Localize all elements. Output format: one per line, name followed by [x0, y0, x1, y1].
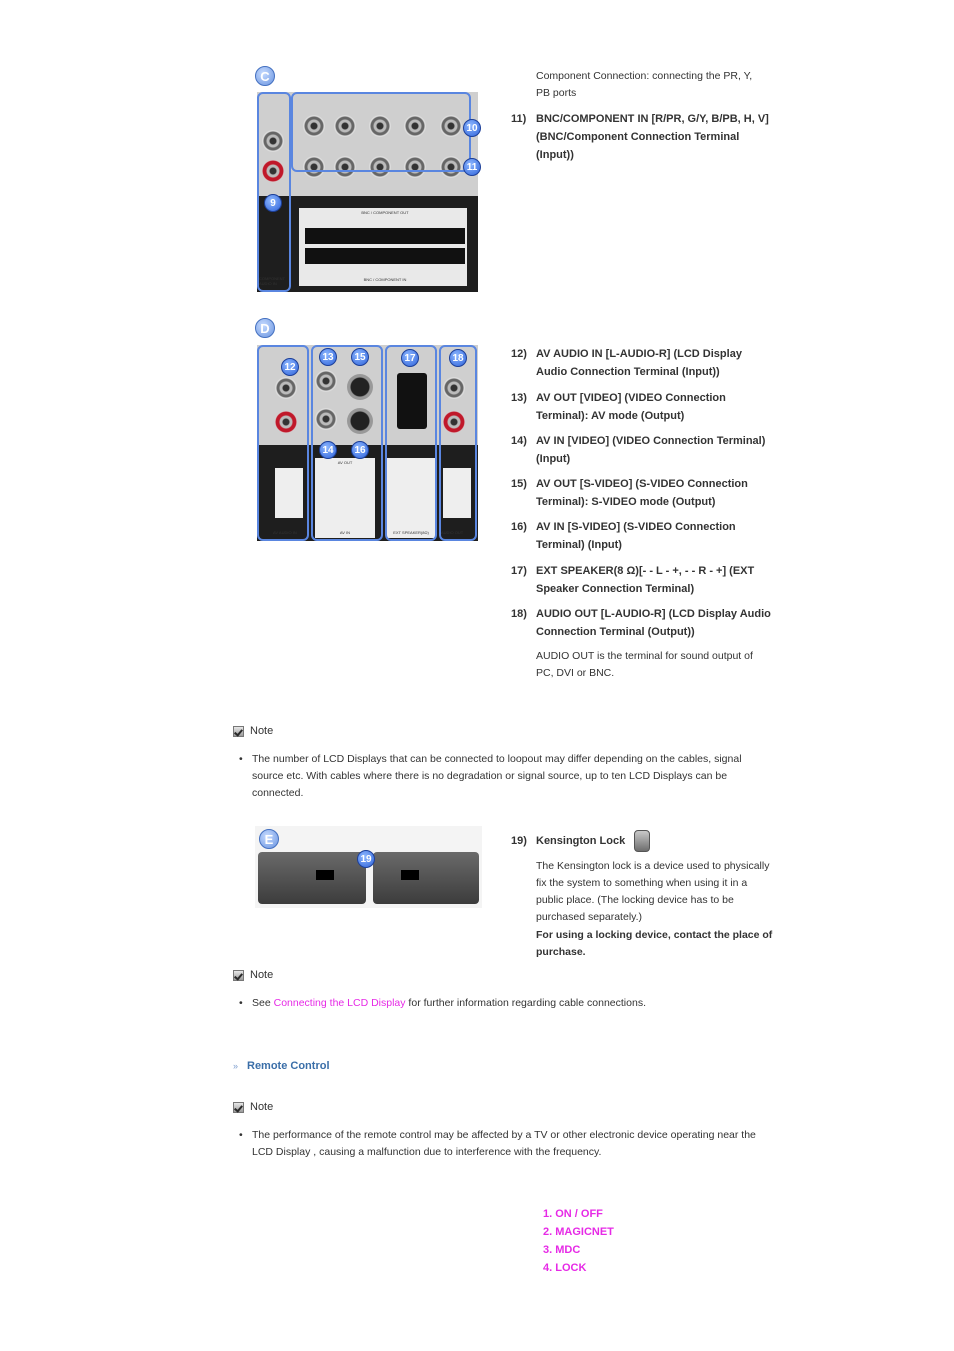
remote-item-lock[interactable]: 4. LOCK — [543, 1262, 587, 1274]
av-in-label: AV IN — [339, 530, 351, 535]
kensington-slot — [401, 870, 419, 880]
bnc-out-label: BNC / COMPONENT OUT — [361, 210, 409, 215]
badge-9: 9 — [264, 194, 282, 212]
section-c-image — [255, 64, 480, 294]
remote-item-magicnet[interactable]: 2. MAGICNET — [543, 1226, 614, 1238]
highlight-frame — [257, 345, 309, 541]
kensington-purchase-note: For using a locking device, contact the place of purchase. — [536, 929, 773, 958]
badge-17: 17 — [401, 349, 419, 367]
component-intro: Component Connection: connecting the PR, Y, PB ports — [536, 70, 753, 99]
badge-10: 10 — [463, 119, 481, 137]
remote-button-list — [543, 1205, 614, 1277]
connecting-lcd-link[interactable]: Connecting the LCD Display — [273, 997, 406, 1009]
chevron-right-icon: » — [233, 1061, 239, 1071]
component-audio-label: COMPONENT AUDIO IN — [259, 276, 285, 286]
note-icon — [233, 726, 244, 737]
badge-14: 14 — [319, 441, 337, 459]
section-letter-c: C — [255, 66, 275, 86]
badge-16: 16 — [351, 441, 369, 459]
kensington-slot — [316, 870, 334, 880]
audio-out-label: AUDIO OUT — [441, 530, 464, 535]
section-e-image — [255, 826, 482, 908]
badge-12: 12 — [281, 358, 299, 376]
av-out-label: AV OUT — [337, 460, 353, 465]
kensington-lock-icon — [634, 830, 650, 852]
badge-19: 19 — [357, 850, 375, 868]
highlight-frame — [439, 345, 477, 541]
av-audio-in-label: AV AUDIO IN — [273, 530, 297, 535]
section-letter-d: D — [255, 318, 275, 338]
badge-15: 15 — [351, 348, 369, 366]
bnc-in-label: BNC / COMPONENT IN — [363, 277, 407, 282]
ext-speaker-label: EXT SPEAKER(8Ω) — [393, 530, 429, 535]
remote-item-on-off[interactable]: 1. ON / OFF — [543, 1208, 603, 1220]
highlight-frame — [257, 92, 291, 292]
badge-13: 13 — [319, 348, 337, 366]
section-letter-e: E — [259, 829, 279, 849]
badge-11: 11 — [463, 158, 481, 176]
highlight-frame — [385, 345, 437, 541]
badge-18: 18 — [449, 349, 467, 367]
note-icon — [233, 970, 244, 981]
section-d-image — [255, 318, 480, 544]
note-icon — [233, 1102, 244, 1113]
remote-item-mdc[interactable]: 3. MDC — [543, 1244, 581, 1256]
audio-out-description: AUDIO OUT is the terminal for sound output of PC, DVI or BNC. — [536, 650, 753, 679]
highlight-frame — [291, 92, 471, 172]
kensington-description: The Kensington lock is a device used to physically fix the system to something when using it in a public place. (The locking device has to be purchased separately.) — [536, 860, 770, 923]
